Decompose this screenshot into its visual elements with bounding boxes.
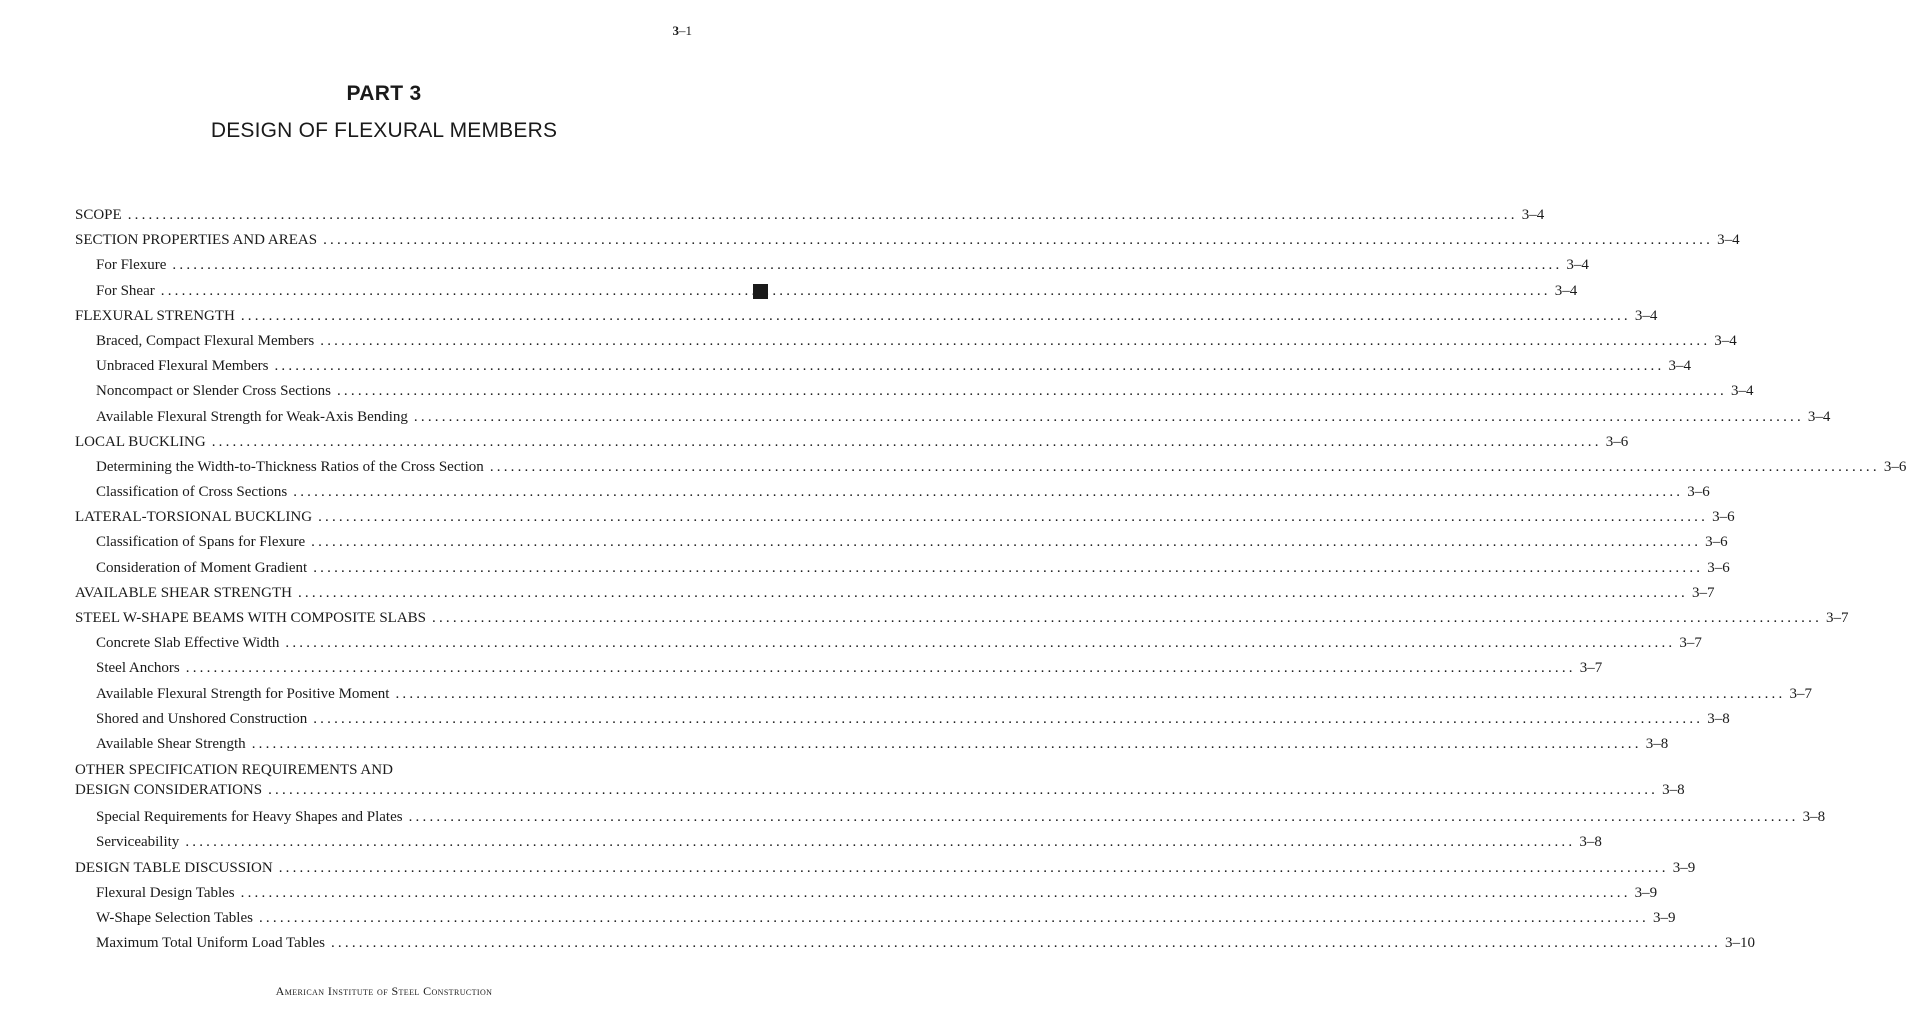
table-of-contents — [75, 203, 1906, 956]
toc-entry-title: STEEL W-SHAPE BEAMS WITH COMPOSITE SLABS — [75, 610, 427, 626]
toc-entry-page: 3–8 — [1579, 834, 1602, 851]
toc-entry-page: 3–4 — [1730, 383, 1754, 400]
toc-entry-title: Noncompact or Slender Cross Sections — [96, 383, 331, 400]
toc-entry-title: SCOPE — [75, 207, 122, 223]
toc-leader-dots: ........................................................................................................................................................................................................ — [489, 458, 1880, 475]
toc-entry-title: Special Requirements for Heavy Shapes and Plates — [96, 809, 403, 826]
toc-entry-title: Flexural Design Tables — [96, 884, 235, 901]
toc-entry[interactable] — [75, 656, 1603, 681]
toc-entry[interactable] — [75, 279, 1578, 304]
toc-entry-title: For Flexure — [96, 257, 167, 274]
page-number-part: 3 — [672, 23, 679, 38]
toc-entry-title: Braced, Compact Flexural Members — [96, 332, 315, 349]
toc-leader-dots: ........................................................................................................................................................................................................ — [320, 332, 1711, 349]
toc-entry[interactable] — [75, 430, 1629, 455]
toc-entry-page: 3–7 — [1579, 660, 1603, 677]
toc-entry-page: 3–4 — [1521, 207, 1545, 223]
toc-entry-page: 3–7 — [1826, 610, 1849, 626]
toc-entry-page: 3–10 — [1724, 935, 1755, 952]
toc-entry-title: Concrete Slab Effective Width — [96, 635, 280, 652]
page-number — [673, 23, 693, 39]
toc-entry-title: Classification of Cross Sections — [96, 484, 288, 501]
toc-leader-dots: ........................................................................................................................................................................................................ — [323, 232, 1714, 249]
toc-entry-title: Shored and Unshored Construction — [96, 710, 308, 727]
toc-leader-dots: ........................................................................................................................................................................................................ — [268, 782, 1659, 799]
toc-entry[interactable] — [75, 405, 1831, 430]
toc-leader-dots: ........................................................................................................................................................................................................ — [297, 584, 1688, 601]
toc-leader-dots: ........................................................................................................................................................................................................ — [408, 809, 1799, 826]
toc-entry-page: 3–6 — [1687, 484, 1710, 501]
toc-leader-dots: ........................................................................................................................................................................................................ — [240, 884, 1631, 901]
toc-entry[interactable] — [75, 881, 1658, 906]
toc-entry-title: LATERAL-TORSIONAL BUCKLING — [75, 509, 313, 526]
toc-leader-dots: ........................................................................................................................................................................................................ — [336, 383, 1727, 400]
toc-entry-title-line2: DESIGN CONSIDERATIONS — [75, 782, 263, 799]
toc-entry-title: Available Flexural Strength for Weak-Axis Bending — [96, 408, 408, 425]
toc-entry-page: 3–4 — [1554, 282, 1578, 299]
toc-leader-dots: ........................................................................................................................................................................................................ — [278, 859, 1669, 876]
toc-entry[interactable] — [75, 228, 1740, 253]
toc-leader-dots: ........................................................................................................................................................................................................ — [330, 935, 1721, 952]
page-number-rest: –1 — [679, 23, 692, 38]
toc-entry-page: 3–6 — [1883, 458, 1906, 475]
toc-leader-dots: ........................................................................................................................................................................................................ — [432, 610, 1823, 626]
toc-entry-page: 3–7 — [1789, 685, 1812, 702]
toc-entry-page: 3–7 — [1691, 584, 1715, 601]
toc-entry-title: AVAILABLE SHEAR STRENGTH — [75, 584, 292, 601]
toc-leader-dots: ........................................................................................................................................................................................................ — [160, 282, 1551, 299]
toc-leader-dots: ........................................................................................................................................................................................................ — [258, 909, 1649, 926]
toc-entry-title: W-Shape Selection Tables — [96, 909, 253, 926]
toc-entry-title: Serviceability — [96, 834, 180, 851]
toc-entry-page: 3–6 — [1705, 534, 1728, 551]
footer-publisher: American Institute of Steel Construction — [275, 984, 493, 998]
toc-entry[interactable] — [75, 480, 1710, 505]
toc-entry[interactable] — [75, 530, 1728, 555]
toc-leader-dots: ........................................................................................................................................................................................................ — [285, 635, 1676, 652]
toc-leader-dots: ........................................................................................................................................................................................................ — [251, 735, 1642, 752]
toc-entry-title: Maximum Total Uniform Load Tables — [96, 935, 325, 952]
toc-entry[interactable] — [75, 505, 1735, 530]
toc-entry[interactable] — [75, 931, 1755, 956]
toc-entry-title: FLEXURAL STRENGTH — [75, 307, 235, 324]
toc-entry-page: 3–4 — [1566, 257, 1589, 274]
toc-entry[interactable] — [75, 906, 1676, 931]
toc-entry-page: 3–7 — [1679, 635, 1702, 652]
toc-leader-dots: ........................................................................................................................................................................................................ — [240, 307, 1631, 324]
toc-entry[interactable] — [75, 606, 1849, 631]
toc-entry-page: 3–9 — [1634, 884, 1658, 901]
toc-leader-dots: ........................................................................................................................................................................................................ — [318, 509, 1709, 526]
toc-entry-other-specification[interactable] — [75, 757, 1685, 805]
toc-entry[interactable] — [75, 631, 1702, 656]
toc-leader-dots: ........................................................................................................................................................................................................ — [413, 408, 1804, 425]
toc-entry-title: DESIGN TABLE DISCUSSION — [75, 859, 273, 876]
toc-main-group — [75, 203, 1906, 757]
toc-leader-dots: ........................................................................................................................................................................................................ — [185, 834, 1576, 851]
toc-leader-dots: ........................................................................................................................................................................................................ — [274, 358, 1665, 375]
toc-entry-page: 3–4 — [1714, 332, 1737, 349]
toc-leader-dots: ........................................................................................................................................................................................................ — [313, 710, 1704, 727]
toc-leader-dots: ........................................................................................................................................................................................................ — [211, 433, 1602, 450]
toc-entry-title: Classification of Spans for Flexure — [96, 534, 306, 551]
toc-entry-title: Steel Anchors — [96, 660, 180, 677]
toc-entry[interactable] — [75, 455, 1906, 480]
toc-entry-title: LOCAL BUCKLING — [75, 433, 206, 450]
toc-entry-title: Consideration of Moment Gradient — [96, 559, 308, 576]
toc-leader-dots: ........................................................................................................................................................................................................ — [293, 484, 1684, 501]
toc-entry-title-line2-row — [75, 780, 1685, 800]
toc-entry-page: 3–4 — [1668, 358, 1691, 375]
part-label: PART 3 — [346, 82, 422, 105]
toc-entry-title: SECTION PROPERTIES AND AREAS — [75, 232, 318, 249]
toc-entry-page: 3–8 — [1645, 735, 1669, 752]
toc-entry-title: Available Flexural Strength for Positive Moment — [96, 685, 390, 702]
toc-leader-dots: ........................................................................................................................................................................................................ — [395, 685, 1786, 702]
toc-entry-page: 3–9 — [1652, 909, 1676, 926]
toc-entry-page: 3–6 — [1707, 559, 1730, 576]
toc-leader-dots: ........................................................................................................................................................................................................ — [185, 660, 1576, 677]
toc-entry[interactable] — [75, 379, 1754, 404]
toc-entry[interactable] — [75, 329, 1737, 354]
toc-entry[interactable] — [75, 203, 1545, 228]
toc-entry-page: 3–6 — [1605, 433, 1629, 450]
toc-leader-dots: ........................................................................................................................................................................................................ — [313, 559, 1704, 576]
toc-entry[interactable] — [75, 805, 1826, 830]
toc-entry[interactable] — [75, 304, 1658, 329]
toc-leader-dots: ........................................................................................................................................................................................................ — [127, 207, 1518, 223]
toc-entry-page: 3–8 — [1707, 710, 1730, 727]
toc-entry-title: Determining the Width-to-Thickness Ratios of the Cross Section — [96, 458, 484, 475]
toc-entry[interactable] — [75, 354, 1691, 379]
toc-leader-dots: ........................................................................................................................................................................................................ — [311, 534, 1702, 551]
toc-entry-page: 3–9 — [1672, 859, 1696, 876]
toc-entry-title: For Shear — [96, 282, 155, 299]
toc-entry-page: 3–6 — [1712, 509, 1735, 526]
toc-entry[interactable] — [75, 682, 1812, 707]
toc-entry-title: Unbraced Flexural Members — [96, 358, 269, 375]
toc-entry-title-line1: OTHER SPECIFICATION REQUIREMENTS AND — [75, 762, 393, 779]
toc-entry[interactable] — [75, 581, 1715, 606]
toc-entry-page: 3–4 — [1807, 408, 1831, 425]
toc-entry-page: 3–4 — [1717, 232, 1740, 249]
toc-entry-title: Available Shear Strength — [96, 735, 246, 752]
toc-entry-page: 3–4 — [1634, 307, 1658, 324]
toc-entry[interactable] — [75, 830, 1602, 855]
toc-entry[interactable] — [75, 707, 1730, 732]
toc-entry[interactable] — [75, 556, 1730, 581]
toc-leader-dots: ........................................................................................................................................................................................................ — [172, 257, 1563, 274]
toc-entry[interactable] — [75, 253, 1589, 278]
toc-entry[interactable] — [75, 856, 1696, 881]
toc-entry-page: 3–8 — [1662, 782, 1685, 799]
part-title: DESIGN OF FLEXURAL MEMBERS — [210, 119, 558, 142]
toc-entry[interactable] — [75, 732, 1669, 757]
toc-tail-group — [75, 805, 1826, 956]
toc-entry-page: 3–8 — [1802, 809, 1826, 826]
